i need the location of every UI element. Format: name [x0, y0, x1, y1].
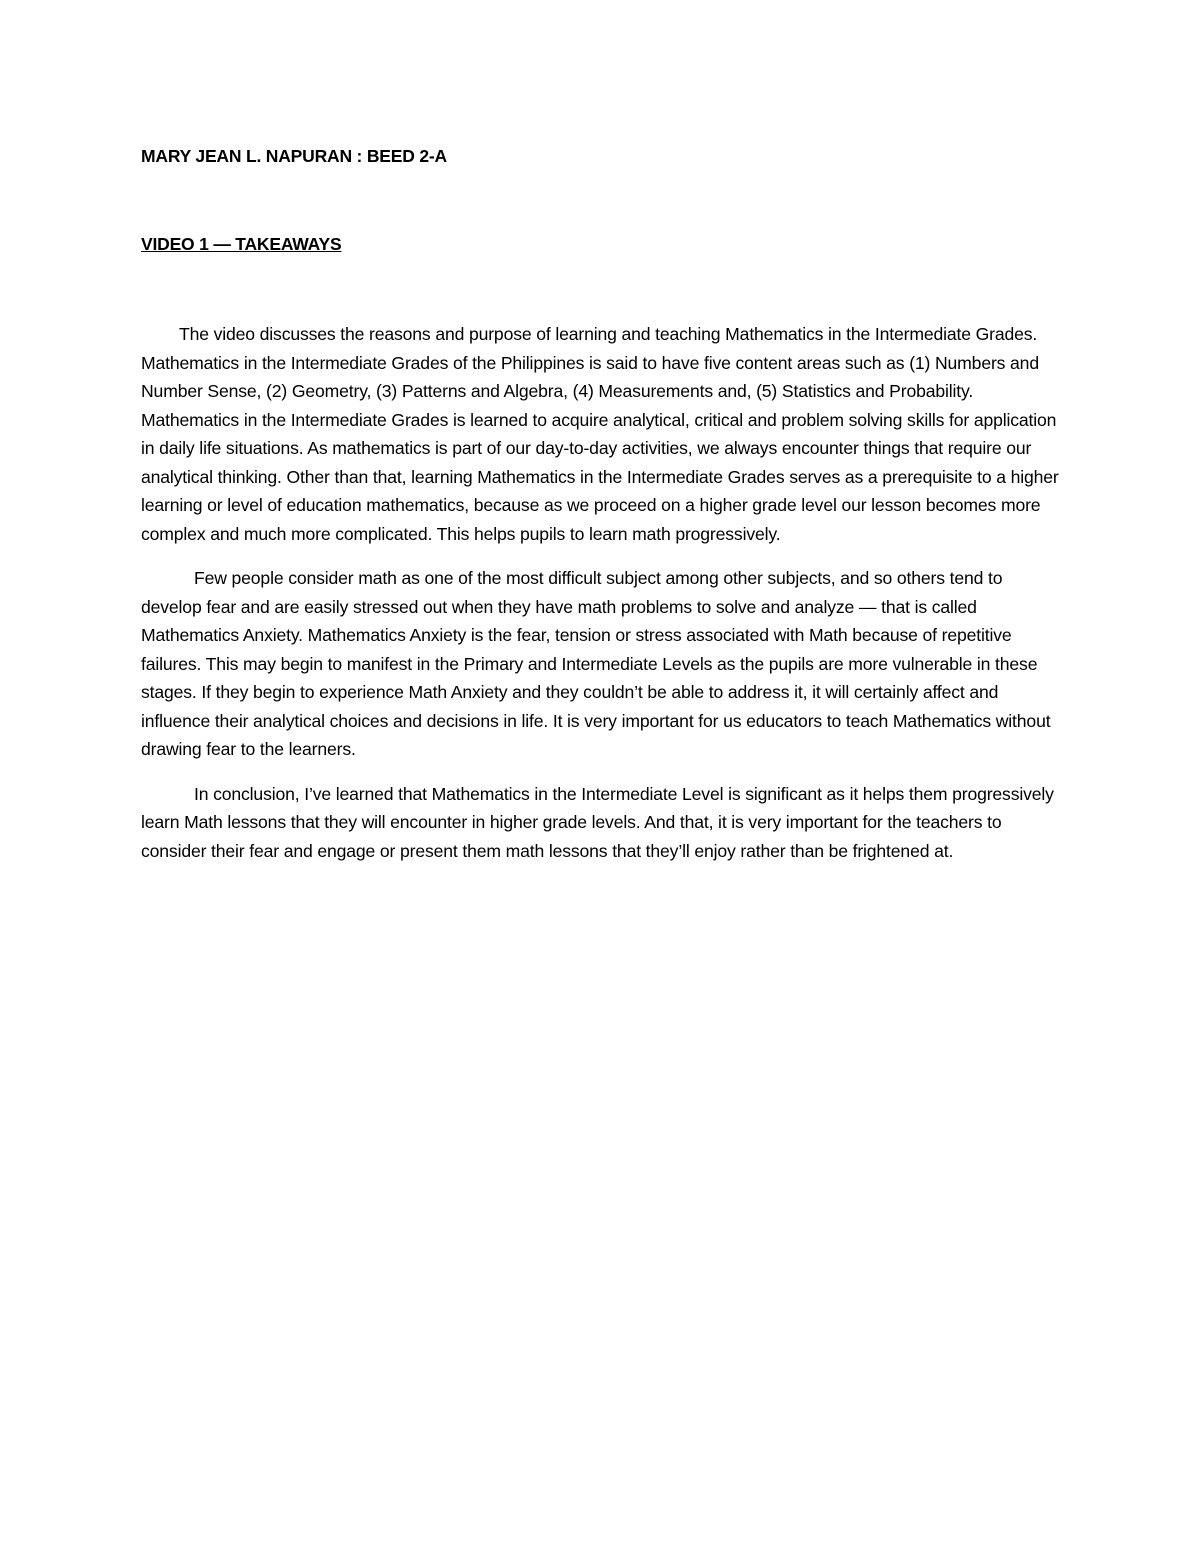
body-paragraph-3: In conclusion, I’ve learned that Mathematics in the Intermediate Level is significant as it helps them progressively learn Math lessons that they will encounter in higher grade levels. And that, it is very important for the teachers to consider their fear and engage or present them math lessons that they’ll enjoy rather than be frightened at. — [141, 783, 1054, 861]
document-body — [141, 320, 1061, 881]
section-heading: VIDEO 1 — TAKEAWAYS — [141, 234, 342, 254]
body-paragraph-2: Few people consider math as one of the most difficult subject among other subjects, and so others tend to develop fear and are easily stressed out when they have math problems to solve and analyze — that is called Mathematics Anxiety. Mathematics Anxiety is the fear, tension or stress associated with Math because of repetitive failures. This may begin to manifest in the Primary and Intermediate Levels as the pupils are more vulnerable in these stages. If they begin to experience Math Anxiety and they couldn’t be able to address it, it will certainly affect and influence their analytical choices and decisions in life. It is very important for us educators to teach Mathematics without drawing fear to the learners. — [141, 568, 1051, 759]
author-header: MARY JEAN L. NAPURAN : BEED 2-A — [141, 146, 447, 166]
body-paragraph-1: The video discusses the reasons and purpose of learning and teaching Mathematics in the Intermediate Grades. Mathematics in the Intermediate Grades of the Philippines is said to have five content areas such as (1) Numbers and Number Sense, (2) Geometry, (3) Patterns and Algebra, (4) Measurements and, (5) Statistics and Probability. Mathematics in the Intermediate Grades is learned to acquire analytical, critical and problem solving skills for application in daily life situations. As mathematics is part of our day-to-day activities, we always encounter things that require our analytical thinking. Other than that, learning Mathematics in the Intermediate Grades serves as a prerequisite to a higher learning or level of education mathematics, because as we proceed on a higher grade level our lesson becomes more complex and much more complicated. This helps pupils to learn math progressively. — [141, 324, 1059, 544]
